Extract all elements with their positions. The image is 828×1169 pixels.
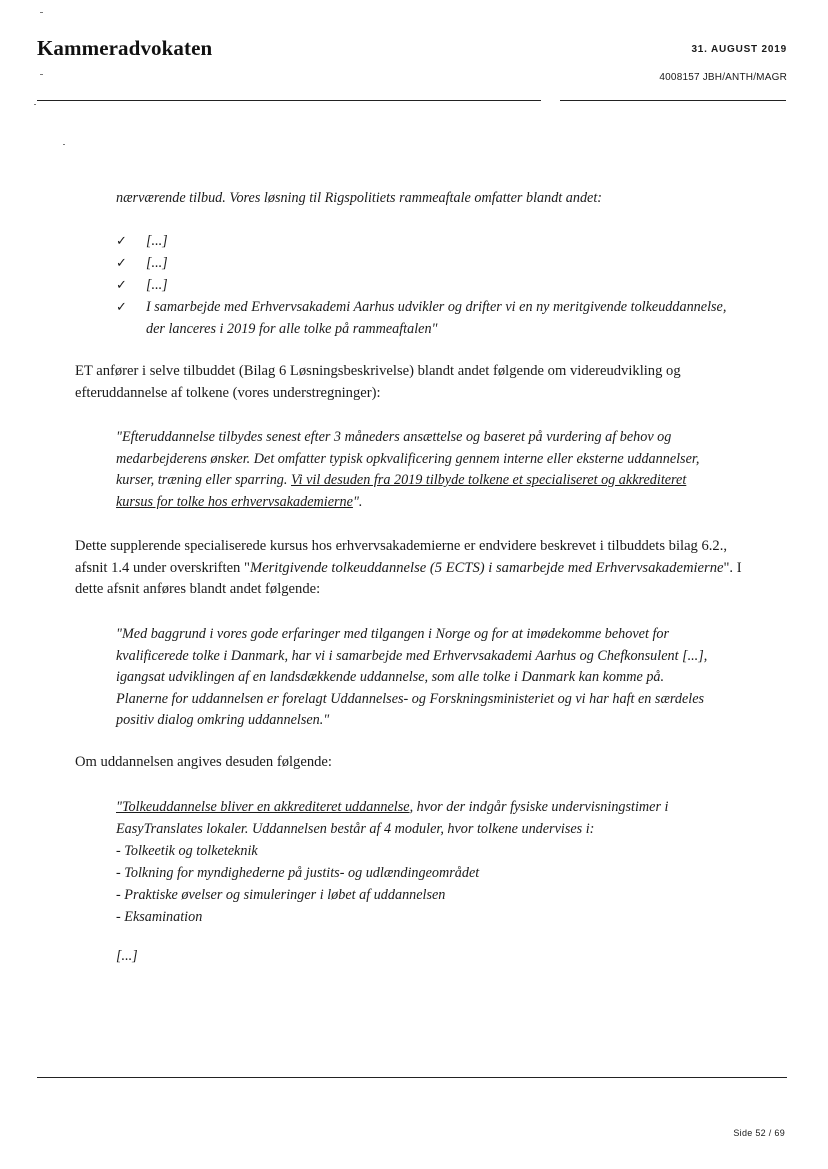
checkmark-icon: ✓ xyxy=(116,277,127,292)
footer-divider xyxy=(37,1077,787,1078)
underlined-quote: Vi vil desuden fra 2019 tilbyde tolkene et specialiseret og akkrediteret kursus for tolke hos erhvervsakademierne xyxy=(116,472,687,510)
scan-speck xyxy=(63,144,65,145)
list-item: ✓ [...] xyxy=(116,230,728,252)
paragraph-2: Dette supplerende specialiserede kursus hos erhvervsakademierne er endvidere beskrevet i tilbuddets bilag 6.2., afsnit 1.4 under overskriften "Meritgivende tolkeuddannelse (5 ECTS) i samarbejde med Erhvervsakademierne". I dette afsnit anføres blandt andet følgende: xyxy=(75,538,742,597)
list-item: ✓ I samarbejde med Erhvervsakademi Aarhus udvikler og drifter vi en ny meritgivende tolkeuddannelse, der lanceres i 2019 for alle tolke på rammeaftalen" xyxy=(116,296,728,340)
list-item: ✓ [...] xyxy=(116,274,728,296)
header-divider-left xyxy=(37,100,541,101)
page-number: Side 52 / 69 xyxy=(733,1128,785,1138)
quote-tolkeuddannelse: "Tolkeuddannelse bliver en akkrediteret uddannelse, hvor der indgår fysiske undervisningstimer i EasyTranslates lokaler. Uddannelsen består af 4 moduler, hvor tolkene undervises i: - Tolkeetik og tolketeknik - Tolkning for myndighederne på justits- og udlændingeområdet - Praktiske øvelser og simuleringer i løbet af uddannelsen - Eksamination xyxy=(116,797,716,928)
ellipsis: [...] xyxy=(116,948,138,964)
list-item: ✓ [...] xyxy=(116,252,728,274)
module-list xyxy=(116,840,716,928)
quote-efteruddannelse: "Efteruddannelse tilbydes senest efter 3 måneders ansættelse og baseret på vurdering af behov og medarbejderens ønsker. Det omfatter typisk opkvalificering gennem interne eller eksterne uddannelser, kurser, træning eller sparring. Vi vil desuden fra 2019 tilbyde tolkene et specialiseret og akkrediteret kursus for tolke hos erhvervsakademierne". xyxy=(116,429,700,510)
scan-speck xyxy=(34,104,36,105)
quote-baggrund: "Med baggrund i vores gode erfaringer med tilgangen i Norge og for at imødekomme behovet for kvalificerede tolke i Danmark, har vi i samarbejde med Erhvervsakademi Aarhus og Chefkonsulent [...], igangsat udviklingen af en landsdækkende uddannelse, som alle tolke i Danmark kan komme på. Planerne for uddannelsen er forelagt Uddannelses- og Forskningsministeriet og vi har haft en særdeles positiv dialog omkring uddannelsen." xyxy=(116,626,708,728)
scan-speck xyxy=(40,74,43,75)
kammeradvokaten-logo: Kammeradvokaten xyxy=(37,36,213,60)
section-heading-reference: Meritgivende tolkeuddannelse (5 ECTS) i samarbejde med Erhvervsakademierne xyxy=(249,559,724,576)
checkmark-icon: ✓ xyxy=(116,299,127,314)
scan-speck xyxy=(40,12,43,13)
document-date: 31. AUGUST 2019 xyxy=(691,44,787,55)
list-item: - Praktiske øvelser og simuleringer i løbet af uddannelsen xyxy=(116,887,446,903)
checkmark-icon: ✓ xyxy=(116,233,127,248)
underlined-quote: "Tolkeuddannelse bliver en akkrediteret uddannelse xyxy=(116,799,410,815)
intro-quote: nærværende tilbud. Vores løsning til Rigspolitiets rammeaftale omfatter blandt andet: xyxy=(116,190,603,206)
checkmark-icon: ✓ xyxy=(116,255,127,270)
header-divider-right xyxy=(560,100,786,101)
paragraph-1: ET anfører i selve tilbuddet (Bilag 6 Løsningsbeskrivelse) blandt andet følgende om videreudvikling og efteruddannelse af tolkene (vores understregninger): xyxy=(75,363,681,401)
list-item: - Tolkning for myndighederne på justits- og udlændingeområdet xyxy=(116,865,480,881)
list-item: - Eksamination xyxy=(116,909,203,925)
offer-checklist xyxy=(116,230,728,340)
document-reference: 4008157 JBH/ANTH/MAGR xyxy=(659,72,787,83)
paragraph-3: Om uddannelsen angives desuden følgende: xyxy=(75,754,332,770)
list-item: - Tolkeetik og tolketeknik xyxy=(116,843,258,859)
